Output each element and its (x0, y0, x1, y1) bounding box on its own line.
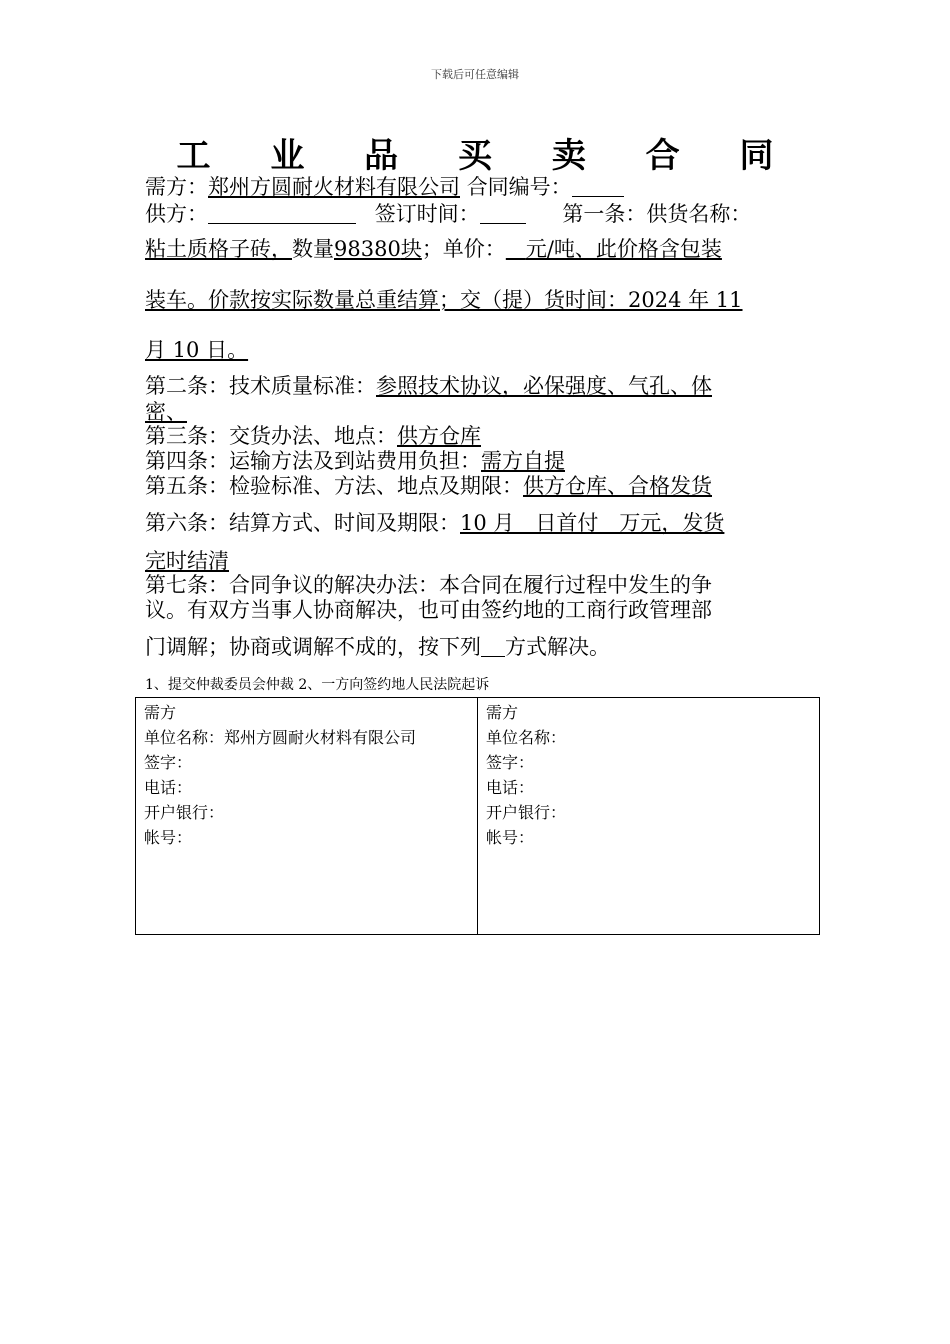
left-party-unit: 单位名称：郑州方圆耐火材料有限公司 (144, 728, 417, 747)
clause1-label: 第一条：供货名称： (562, 202, 752, 226)
clause7-text-3a: 门调解；协商或调解不成的，按下列 (145, 635, 481, 659)
clause3-value: 供方仓库 (397, 424, 481, 448)
left-party-title: 需方 (144, 703, 177, 722)
right-party-unit: 单位名称： (486, 728, 567, 747)
clause1-line2-text: 装车。价款按实际数量总重结算；交（提）货时间：2024 年 11 (145, 288, 743, 312)
clause5-value: 供方仓库、合格发货 (523, 474, 712, 498)
clause7-text-1: 第七条：合同争议的解决办法：本合同在履行过程中发生的争 (145, 573, 712, 597)
clause6-line1 (145, 510, 815, 536)
seller-label: 供方： (145, 202, 208, 226)
clause1-qty-label: 数量 (292, 237, 334, 261)
buyer-line (145, 174, 815, 200)
right-party-account: 帐号： (486, 828, 535, 847)
clause1-qty: 98380 (334, 237, 401, 261)
left-party-account: 帐号： (144, 828, 193, 847)
buyer-name: 郑州方圆耐火材料有限公司 (208, 175, 460, 199)
buyer-label: 需方： (145, 175, 208, 199)
header-note: 下载后可任意编辑 (431, 68, 519, 81)
seller-line (145, 201, 815, 227)
right-party-cell (478, 698, 820, 935)
clause4-label: 第四条：运输方法及到站费用负担： (145, 449, 481, 473)
left-party-bank: 开户银行： (144, 803, 225, 822)
clause7-line2 (145, 597, 815, 623)
right-party-bank: 开户银行： (486, 803, 567, 822)
clause1-line1 (145, 236, 815, 262)
clause2-value-cont: 密、 (145, 400, 187, 424)
clause3-label: 第三条：交货办法、地点： (145, 424, 397, 448)
sign-time-blank (480, 203, 526, 224)
clause6-label: 第六条：结算方式、时间及期限： (145, 511, 460, 535)
clause6-value-cont: 完时结清 (145, 549, 229, 573)
contract-no-label: 合同编号： (466, 175, 572, 199)
clause5-line (145, 473, 815, 499)
clause1-price: 元/吨、此价格含包装 (525, 237, 722, 261)
seller-blank (208, 203, 356, 224)
clause1-line2 (145, 287, 815, 313)
clause1-price-label: ；单价： (421, 237, 506, 261)
clause4-value: 需方自提 (481, 449, 565, 473)
contract-title: 工 业 品 买 卖 合 同 (176, 136, 798, 176)
clause7-line3 (145, 634, 815, 660)
clause1-line3 (145, 337, 815, 363)
clause6-value: 10 月 日首付 万元，发货 (460, 511, 725, 535)
clause7-line1 (145, 572, 815, 598)
signature-table (135, 697, 820, 935)
clause5-label: 第五条：检验标准、方法、地点及期限： (145, 474, 523, 498)
sign-time-label: 签订时间： (374, 202, 480, 226)
right-party-sign: 签字： (486, 753, 535, 772)
clause1-unit: 块 (400, 237, 422, 261)
clause2-line1 (145, 373, 815, 399)
clause7-text-2: 议。有双方当事人协商解决，也可由签约地的工商行政管理部 (145, 598, 712, 622)
clause4-line (145, 448, 815, 474)
clause1-product: 粘土质格子砖， (145, 237, 292, 261)
left-party-sign: 签字： (144, 753, 193, 772)
clause2-value: 参照技术协议，必保强度、气孔、体 (376, 374, 712, 398)
right-party-phone: 电话： (486, 778, 535, 797)
clause2-line2 (145, 399, 815, 425)
clause7-text-3b: 方式解决。 (505, 635, 610, 659)
right-party-title: 需方 (486, 703, 519, 722)
clause3-line (145, 423, 815, 449)
clause2-label: 第二条：技术质量标准： (145, 374, 376, 398)
left-party-cell (136, 698, 478, 935)
clause1-line3-text: 月 10 日。 (145, 338, 249, 362)
contract-no-blank (572, 176, 624, 197)
clause7-blank (481, 636, 505, 657)
left-party-phone: 电话： (144, 778, 193, 797)
dispute-options: 1、提交仲裁委员会仲裁 2、一方向签约地人民法院起诉 (145, 677, 490, 693)
clause6-line2 (145, 548, 815, 574)
